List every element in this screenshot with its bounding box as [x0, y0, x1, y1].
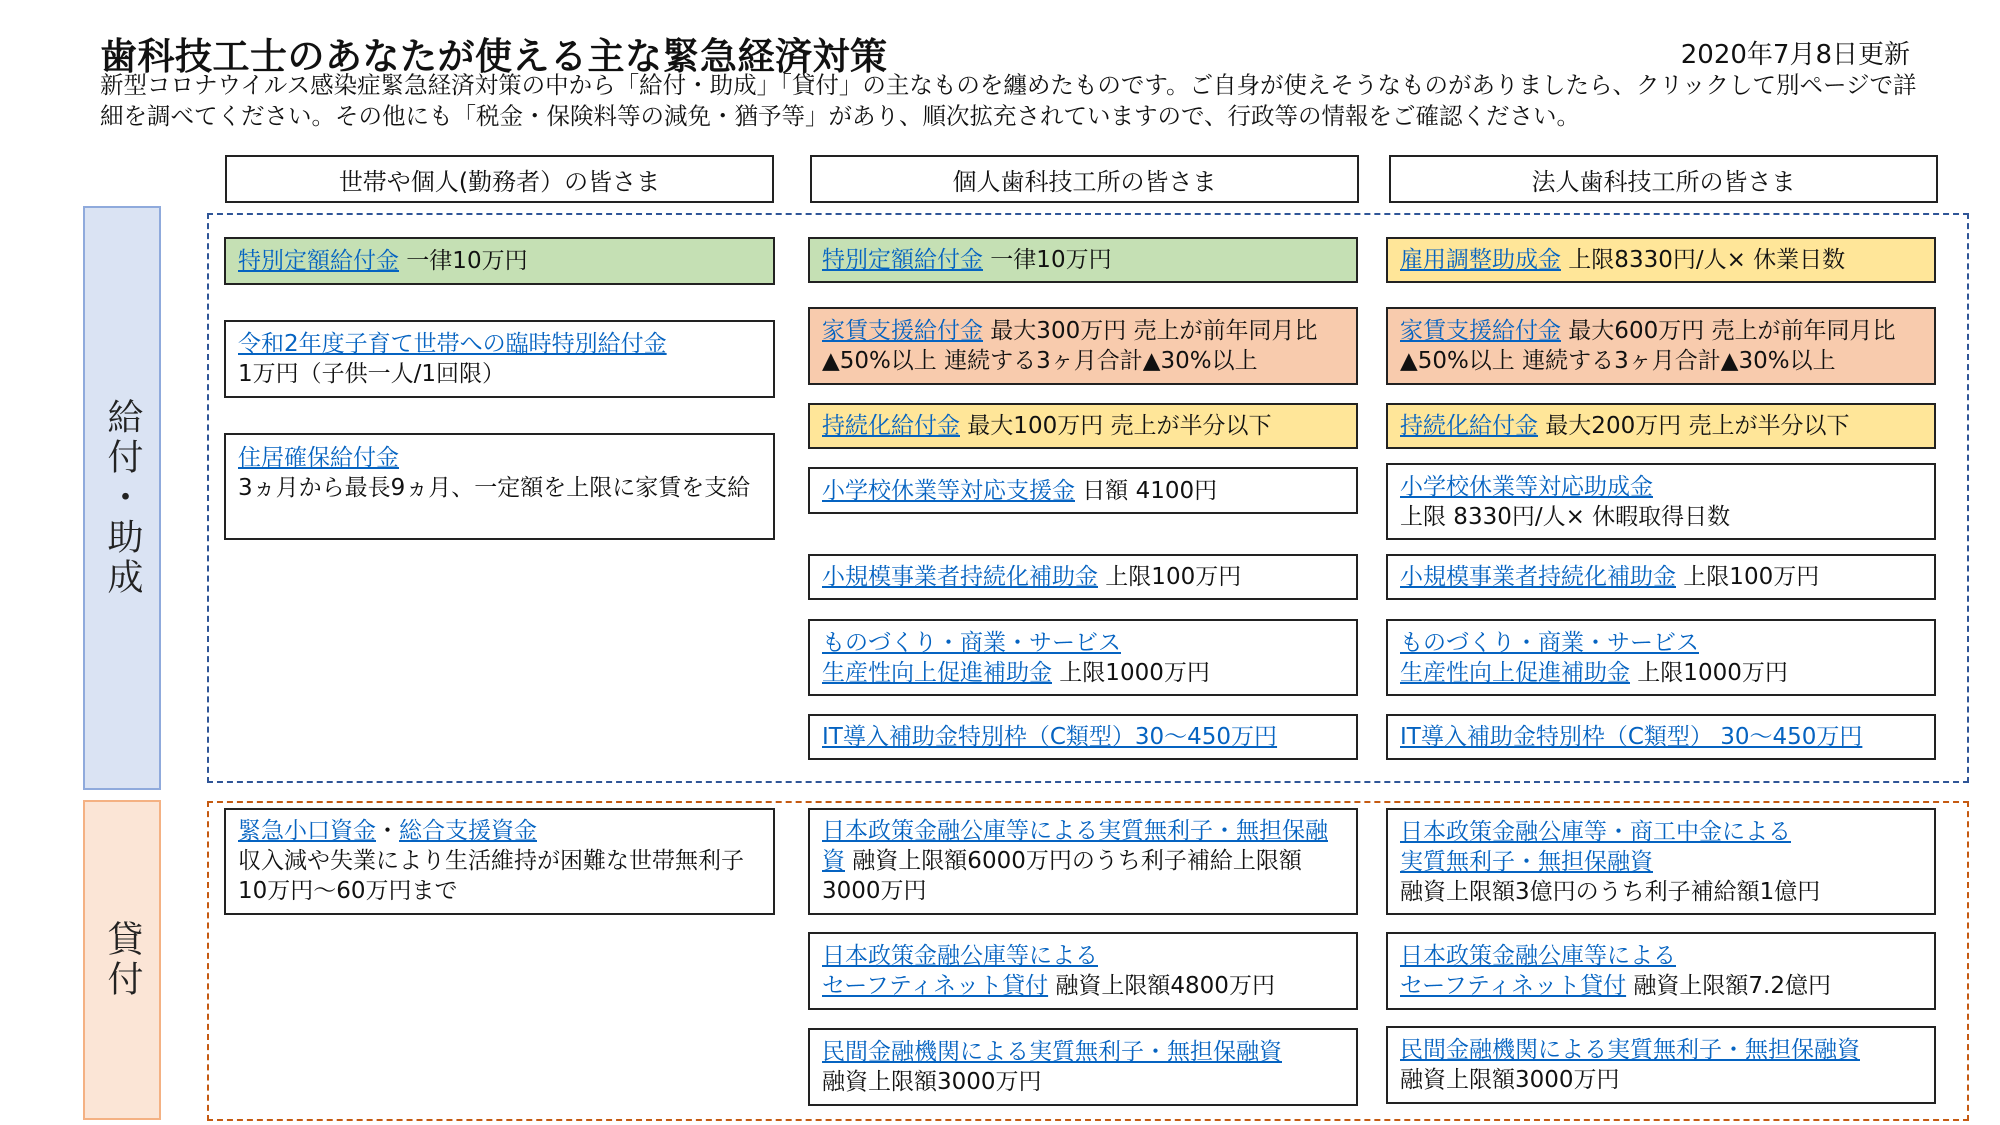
- link-it-donyu[interactable]: IT導入補助金特別枠（C類型）30～450万円: [822, 724, 1278, 750]
- item-it-donyu-sole: [808, 714, 1358, 760]
- link-tokubetsu-teigaku[interactable]: 特別定額給付金: [822, 247, 983, 273]
- item-monozukuri-hojokin-corp: ものづくり・商業・サービス 生産性向上促進補助金 上限1000万円: [1386, 619, 1936, 696]
- link-seisansei-kojo[interactable]: 生産性向上促進補助金: [1400, 659, 1630, 686]
- column-header-sole-proprietor: 個人歯科技工所の皆さま: [810, 155, 1359, 203]
- column-header-corporation: 法人歯科技工所の皆さま: [1389, 155, 1938, 203]
- link-it-donyu[interactable]: IT導入補助金特別枠（C類型） 30～450万円: [1400, 724, 1863, 750]
- item-tokubetsu-teigaku-sole: 特別定額給付金 一律10万円: [808, 237, 1358, 283]
- link-jfc[interactable]: 日本政策金融公庫等による: [822, 943, 1098, 969]
- item-jizokuka-kyufukin-sole: 持続化給付金 最大100万円 売上が半分以下: [808, 403, 1358, 449]
- item-shokibo-hojokin-corp: 小規模事業者持続化補助金 上限100万円: [1386, 554, 1936, 600]
- section-label-kashi: 貸付: [83, 800, 161, 1120]
- item-safety-net-corp: 日本政策金融公庫等による セーフティネット貸付 融資上限額7.2億円: [1386, 932, 1936, 1010]
- link-yachin-shien[interactable]: 家賃支援給付金: [1400, 318, 1561, 344]
- item-shogakko-joseikin: 小学校休業等対応助成金 上限 8330円/人× 休暇取得日数: [1386, 463, 1936, 540]
- item-tokubetsu-teigaku-individual: 特別定額給付金 一律10万円: [224, 237, 775, 285]
- link-kosodate-kyufukin[interactable]: 令和2年度子育て世帯への臨時特別給付金: [238, 331, 667, 357]
- link-jizokuka-kyufukin[interactable]: 持続化給付金: [822, 413, 960, 439]
- item-shokibo-hojokin-sole: 小規模事業者持続化補助金 上限100万円: [808, 554, 1358, 600]
- item-kosodate-kyufukin: 令和2年度子育て世帯への臨時特別給付金 1万円（子供一人/1回限）: [224, 320, 775, 398]
- link-tokubetsu-teigaku[interactable]: 特別定額給付金: [238, 248, 399, 274]
- link-muri-mutanpo[interactable]: 実質無利子・無担保融資: [1400, 848, 1653, 875]
- item-yachin-shien-corp: 家賃支援給付金 最大600万円 売上が前年同月比▲50%以上 連続する3ヶ月合計▲30%以上: [1386, 307, 1936, 385]
- column-header-individual: 世帯や個人(勤務者）の皆さま: [225, 155, 774, 203]
- link-jfc-shokochukin[interactable]: 日本政策金融公庫等・商工中金による: [1400, 818, 1791, 845]
- item-minkan-muri-corp: 民間金融機関による実質無利子・無担保融資 融資上限額3000万円: [1386, 1026, 1936, 1104]
- item-yachin-shien-sole: 家賃支援給付金 最大300万円 売上が前年同月比▲50%以上 連続する3ヶ月合計▲30%以上: [808, 307, 1358, 385]
- section-label-kyufu: 給付・助成: [83, 206, 161, 790]
- updated-date: 2020年7月8日更新: [1680, 40, 1910, 70]
- link-jfc-muri[interactable]: 日本政策金融公庫等による実質無利子・無担保融資: [822, 818, 1328, 874]
- link-sogo-shien[interactable]: 総合支援資金: [399, 818, 537, 844]
- link-monozukuri[interactable]: ものづくり・商業・サービス: [822, 629, 1121, 656]
- item-jukyo-kakuho: 住居確保給付金 3ヵ月から最長9ヵ月、一定額を上限に家賃を支給: [224, 433, 775, 540]
- link-jizokuka-kyufukin[interactable]: 持続化給付金: [1400, 413, 1538, 439]
- item-it-donyu-corp: [1386, 714, 1936, 760]
- link-jukyo-kakuho[interactable]: 住居確保給付金: [238, 445, 399, 471]
- link-seisansei-kojo[interactable]: 生産性向上促進補助金: [822, 659, 1052, 686]
- link-kinkyu-koguchi[interactable]: 緊急小口資金: [238, 818, 376, 844]
- link-shokibo-hojokin[interactable]: 小規模事業者持続化補助金: [1400, 564, 1676, 590]
- link-minkan-muri[interactable]: 民間金融機関による実質無利子・無担保融資: [1400, 1037, 1860, 1063]
- item-koyo-chosei: 雇用調整助成金 上限8330円/人× 休業日数: [1386, 237, 1936, 283]
- item-minkan-muri-sole: 民間金融機関による実質無利子・無担保融資 融資上限額3000万円: [808, 1028, 1358, 1106]
- item-safety-net-sole: 日本政策金融公庫等による セーフティネット貸付 融資上限額4800万円: [808, 932, 1358, 1010]
- item-kinkyu-koguchi: 緊急小口資金・総合支援資金 収入減や失業により生活維持が困難な世帯無利子 10万円～60万円まで: [224, 808, 775, 915]
- link-shogakko-joseikin[interactable]: 小学校休業等対応助成金: [1400, 473, 1653, 500]
- item-jfc-shokochukin: 日本政策金融公庫等・商工中金による 実質無利子・無担保融資 融資上限額3億円のうち利子補給額1億円: [1386, 808, 1936, 915]
- link-monozukuri[interactable]: ものづくり・商業・サービス: [1400, 629, 1699, 656]
- link-shogakko-shienkin[interactable]: 小学校休業等対応支援金: [822, 477, 1075, 504]
- link-shokibo-hojokin[interactable]: 小規模事業者持続化補助金: [822, 564, 1098, 590]
- intro-text: 新型コロナウイルス感染症緊急経済対策の中から「給付・助成」「貸付」の主なものを纏めたものです。ご自身が使えそうなものがありましたら、クリックして別ページで詳細を調べてください。その他にも「税金・保険料等の減免・猶予等」があり、順次拡充されていますので、行政等の情報をご確認ください。: [100, 71, 1917, 130]
- link-yachin-shien[interactable]: 家賃支援給付金: [822, 318, 983, 344]
- item-jizokuka-kyufukin-corp: 持続化給付金 最大200万円 売上が半分以下: [1386, 403, 1936, 449]
- link-safety-net[interactable]: セーフティネット貸付: [1400, 973, 1627, 999]
- item-jfc-muri-sole: 日本政策金融公庫等による実質無利子・無担保融資 融資上限額6000万円のうち利子補給上限額3000万円: [808, 808, 1358, 915]
- page-title: 歯科技工士のあなたが使える主な緊急経済対策: [100, 35, 888, 78]
- link-koyo-chosei[interactable]: 雇用調整助成金: [1400, 247, 1561, 273]
- link-safety-net[interactable]: セーフティネット貸付: [822, 973, 1049, 999]
- item-shogakko-shienkin: 小学校休業等対応支援金 日額 4100円: [808, 467, 1358, 514]
- link-jfc[interactable]: 日本政策金融公庫等による: [1400, 943, 1676, 969]
- item-monozukuri-hojokin-sole: ものづくり・商業・サービス 生産性向上促進補助金 上限1000万円: [808, 619, 1358, 696]
- link-minkan-muri[interactable]: 民間金融機関による実質無利子・無担保融資: [822, 1039, 1282, 1065]
